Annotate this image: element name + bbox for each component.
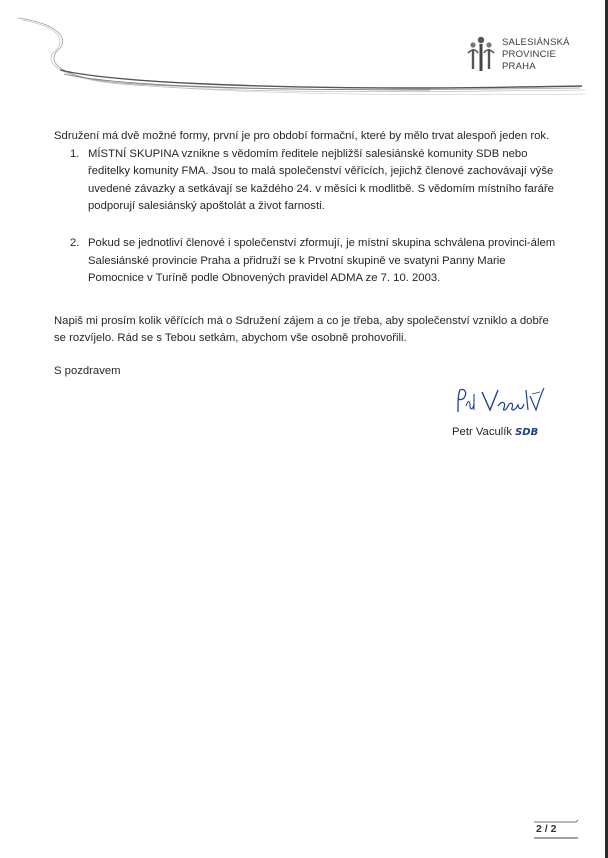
greeting: S pozdravem	[54, 364, 121, 377]
list-item	[54, 146, 559, 216]
handwritten-signature	[452, 384, 552, 420]
logo-line-2: PROVINCIE	[502, 49, 557, 60]
page-number: 2 / 2	[536, 823, 557, 835]
signer-name	[452, 425, 538, 440]
province-logo	[464, 35, 574, 75]
signer-name-text: Petr Vaculík	[452, 426, 513, 438]
signer-suffix: SDB	[515, 427, 539, 438]
intro-paragraph: Sdružení má dvě možné formy, první je pro období formační, které by mělo trvat alespoň jeden rok.	[54, 130, 550, 142]
logo-text	[502, 37, 570, 73]
list-item-number: 2.	[70, 236, 80, 249]
list-item-number: 1.	[70, 147, 80, 160]
logo-line-1: SALESIÁNSKÁ	[502, 37, 570, 48]
salesian-logo-icon	[464, 35, 498, 75]
logo-line-3: PRAHA	[502, 61, 536, 72]
list-item	[54, 235, 559, 288]
letter-body	[54, 128, 559, 381]
list-item-text: Pokud se jednotliví členové i společenství zformují, je místní skupina schválena provinci-álem Salesiánské provincie Praha a přidruží se k Prvotní skupině ve svatyni Panny Marie Pomocnice v Turíně podle Obnovených pravidel ADMA ze 7. 10. 2003.	[88, 236, 556, 285]
forms-list	[54, 146, 559, 288]
list-item-text: MÍSTNÍ SKUPINA vznikne s vědomím ředitele nejbližší salesiánské komunity SDB nebo ředitelky komunity FMA. Jsou to malá společenství věřících, jejichž členové zachovávají výše uvedené závazky a setkávají se každého 24. v měsíci k modlitbě. S vědomím místního faráře podporují salesiánský apoštolát a život farnosti.	[88, 147, 554, 213]
closing-paragraph: Napiš mi prosím kolik věřících má o Sdružení zájem a co je třeba, aby společenství vzniklo a dobře se rozvíjelo. Rád se s Tebou setkám, abychom vše osobně prohovořili.	[54, 314, 549, 345]
